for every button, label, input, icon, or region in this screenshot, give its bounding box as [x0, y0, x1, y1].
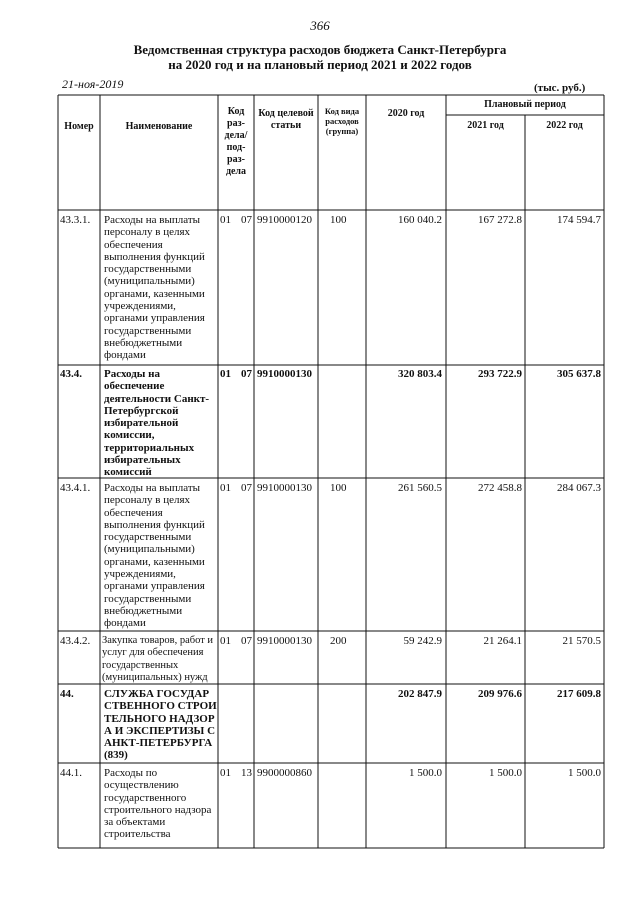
row-section: 01	[220, 482, 231, 494]
row-subsection: 13	[241, 767, 252, 779]
row-target: 9910000130	[257, 368, 312, 380]
row-name: Расходы на выплаты персоналу в целях обеспечения выполнения функций государственными (муниципальными) органами, казенными учреждениями, органами управления государственными внебюджетными фондами	[104, 214, 205, 362]
header-planned-period: Плановый период	[484, 99, 566, 110]
row-subsection: 07	[241, 482, 252, 494]
header-2020: 2020 год	[387, 108, 425, 119]
row-name: Расходы на обеспечение деятельности Санкт-Петербургской избирательной комиссии, территориальных избирательных комиссий	[104, 368, 210, 479]
header-2022: 2022 год	[546, 120, 583, 131]
row-2020: 1 500.0	[409, 767, 442, 779]
row-target: 9910000120	[257, 214, 312, 226]
title-line-2: на 2020 год и на плановый период 2021 и 2022 годов	[168, 57, 472, 72]
row-2021: 293 722.9	[478, 368, 522, 380]
row-subsection: 07	[241, 368, 252, 380]
title-line-1: Ведомственная структура расходов бюджета Санкт-Петербурга	[133, 42, 507, 57]
row-number: 43.4.2.	[60, 635, 91, 647]
row-2022: 217 609.8	[557, 688, 601, 700]
row-expense-type: 100	[330, 482, 347, 494]
row-target: 9900000860	[257, 767, 312, 779]
row-expense-type: 100	[330, 214, 347, 226]
row-section: 01	[220, 214, 231, 226]
row-name: СЛУЖБА ГОСУДАРСТВЕННОГО СТРОИТЕЛЬНОГО НАДЗОРА И ЭКСПЕРТИЗЫ САНКТ-ПЕТЕРБУРГА (839)	[104, 688, 217, 762]
row-subsection: 07	[241, 214, 252, 226]
row-2020: 320 803.4	[398, 368, 442, 380]
row-2022: 174 594.7	[557, 214, 601, 226]
row-2022: 284 067.3	[557, 482, 601, 494]
row-number: 44.	[60, 688, 74, 700]
row-name: Закупка товаров, работ и услуг для обеспечения государственных (муниципальных) нужд	[102, 635, 214, 683]
row-number: 43.4.	[60, 368, 82, 380]
row-2021: 21 264.1	[483, 635, 522, 647]
row-2021: 209 976.6	[478, 688, 522, 700]
row-expense-type: 200	[330, 635, 347, 647]
header-expense-type: Код вида расходов (группа)	[324, 106, 360, 136]
document-title	[60, 42, 580, 72]
row-name: Расходы на выплаты персоналу в целях обеспечения выполнения функций государственными (муниципальными) органами, казенными учреждениями, органами управления государственными внебюджетными фондами	[104, 482, 205, 630]
row-2020: 59 242.9	[403, 635, 442, 647]
row-section: 01	[220, 767, 231, 779]
document-date: 21-ноя-2019	[62, 77, 124, 91]
row-2021: 1 500.0	[489, 767, 522, 779]
header-name: Наименование	[125, 121, 193, 132]
row-target: 9910000130	[257, 482, 312, 494]
row-2021: 272 458.8	[478, 482, 522, 494]
row-2020: 160 040.2	[398, 214, 442, 226]
row-number: 43.3.1.	[60, 214, 91, 226]
row-2021: 167 272.8	[478, 214, 522, 226]
row-2022: 21 570.5	[562, 635, 601, 647]
row-subsection: 07	[241, 635, 252, 647]
header-number: Номер	[64, 121, 94, 132]
row-section: 01	[220, 368, 231, 380]
header-section: Код раз- дела/ под- раз- дела	[224, 106, 248, 177]
row-name: Расходы по осуществлению государственного строительного надзора за объектами строительства	[104, 767, 212, 841]
units-label: (тыс. руб.)	[534, 82, 586, 94]
row-2022: 305 637.8	[557, 368, 601, 380]
header-target: Код целевой статьи	[258, 108, 314, 131]
header-2021: 2021 год	[467, 120, 504, 131]
row-section: 01	[220, 635, 231, 647]
row-2020: 261 560.5	[398, 482, 442, 494]
row-number: 43.4.1.	[60, 482, 91, 494]
row-target: 9910000130	[257, 635, 312, 647]
page-number: 366	[310, 18, 330, 33]
row-2020: 202 847.9	[398, 688, 442, 700]
row-number: 44.1.	[60, 767, 82, 779]
row-2022: 1 500.0	[568, 767, 601, 779]
